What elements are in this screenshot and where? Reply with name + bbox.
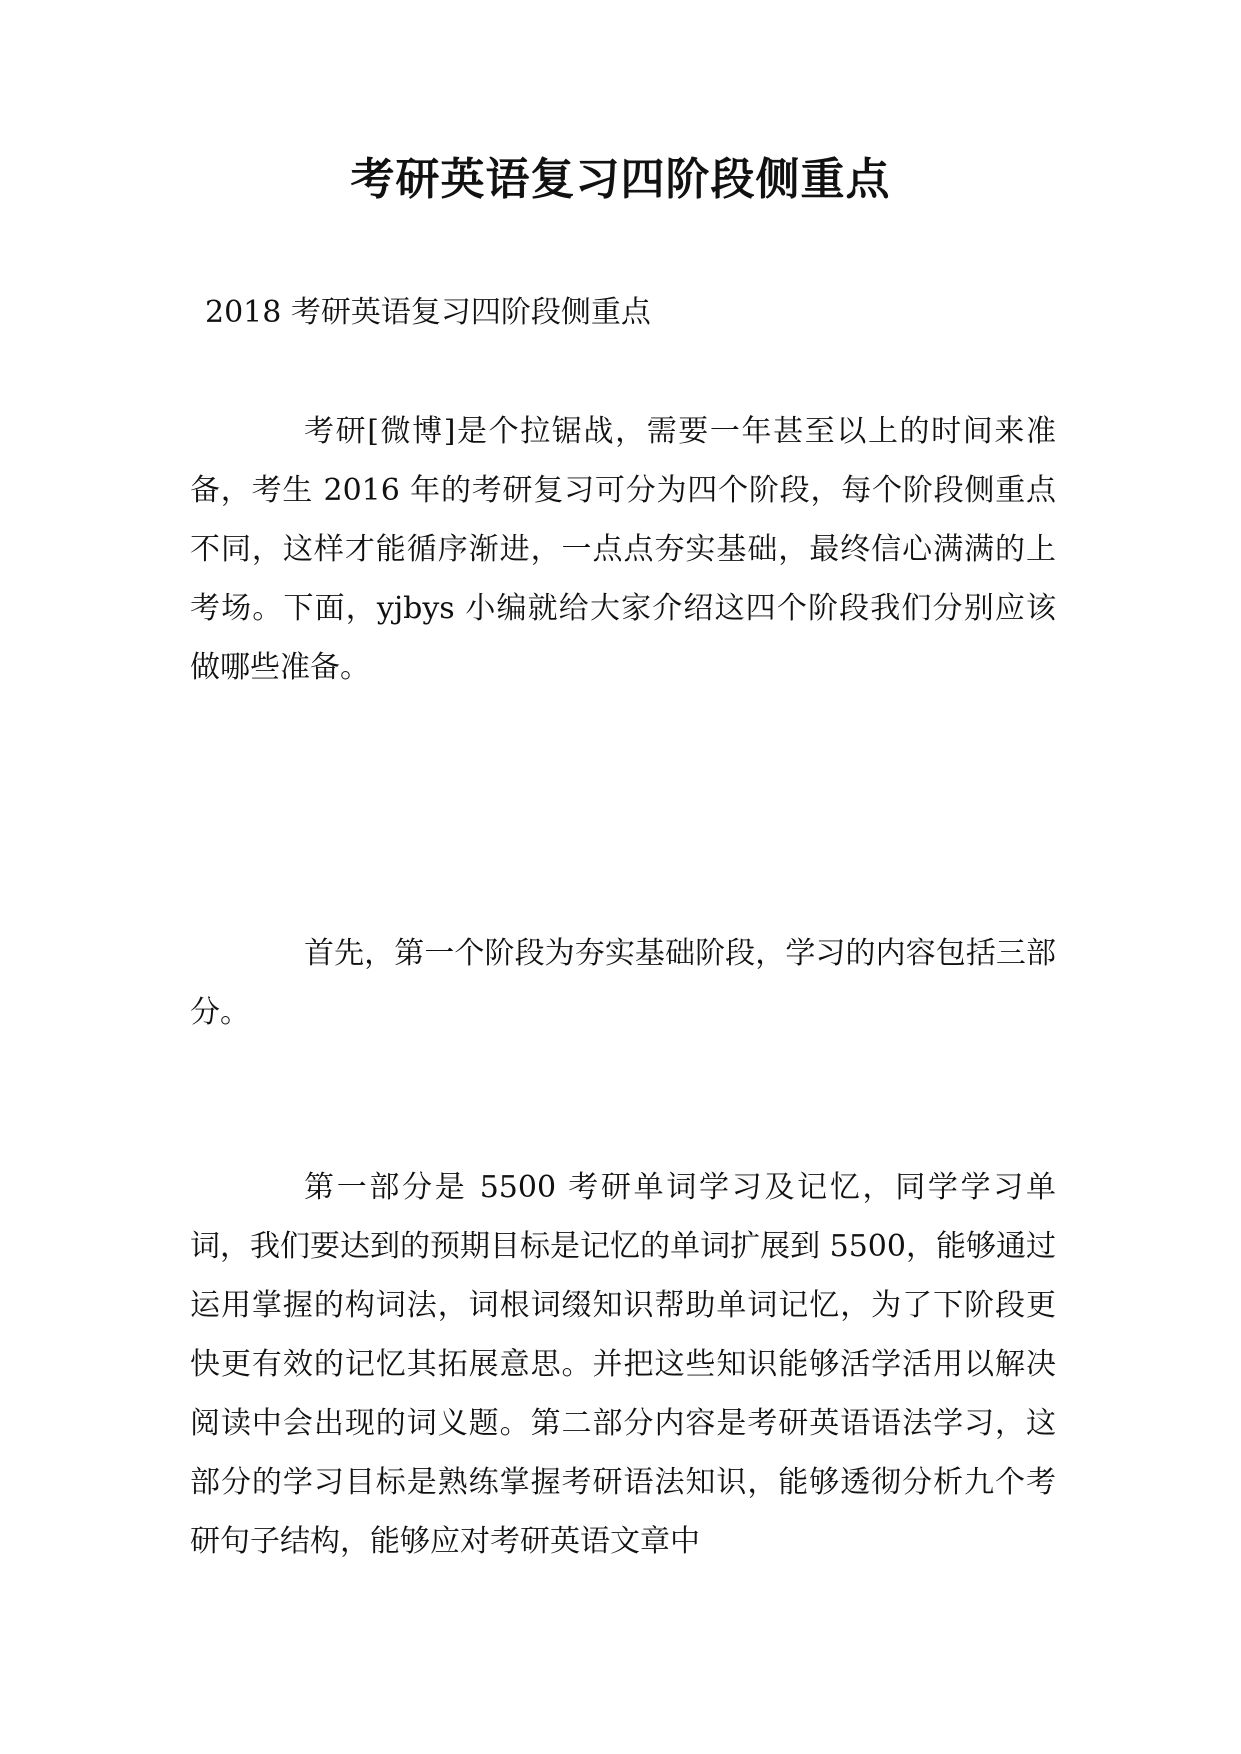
document-subtitle: 2018 考研英语复习四阶段侧重点 bbox=[205, 295, 651, 330]
paragraph-part-one: 第一部分是 5500 考研单词学习及记忆，同学学习单词，我们要达到的预期目标是记忆的单词扩展到 5500，能够通过运用掌握的构词法，词根词缀知识帮助单词记忆，为了下阶段更快更有效的记忆其拓展意思。并把这些知识能够活学活用以解决阅读中会出现的词义题。第二部分内容是考研英语语法学习，这部分的学习目标是熟练掌握考研语法知识，能够透彻分析九个考研句子结构，能够应对考研英语文章中 bbox=[190, 1170, 1056, 1559]
paragraph-intro: 考研[微博]是个拉锯战，需要一年甚至以上的时间来准备，考生 2016 年的考研复习可分为四个阶段，每个阶段侧重点不同，这样才能循序渐进，一点点夯实基础，最终信心满满的上考场。下面，yjbys 小编就给大家介绍这四个阶段我们分别应该做哪些准备。 bbox=[190, 414, 1056, 685]
document-title: 考研英语复习四阶段侧重点 bbox=[350, 154, 891, 205]
paragraph-first-stage: 首先，第一个阶段为夯实基础阶段，学习的内容包括三部分。 bbox=[190, 936, 1056, 1030]
